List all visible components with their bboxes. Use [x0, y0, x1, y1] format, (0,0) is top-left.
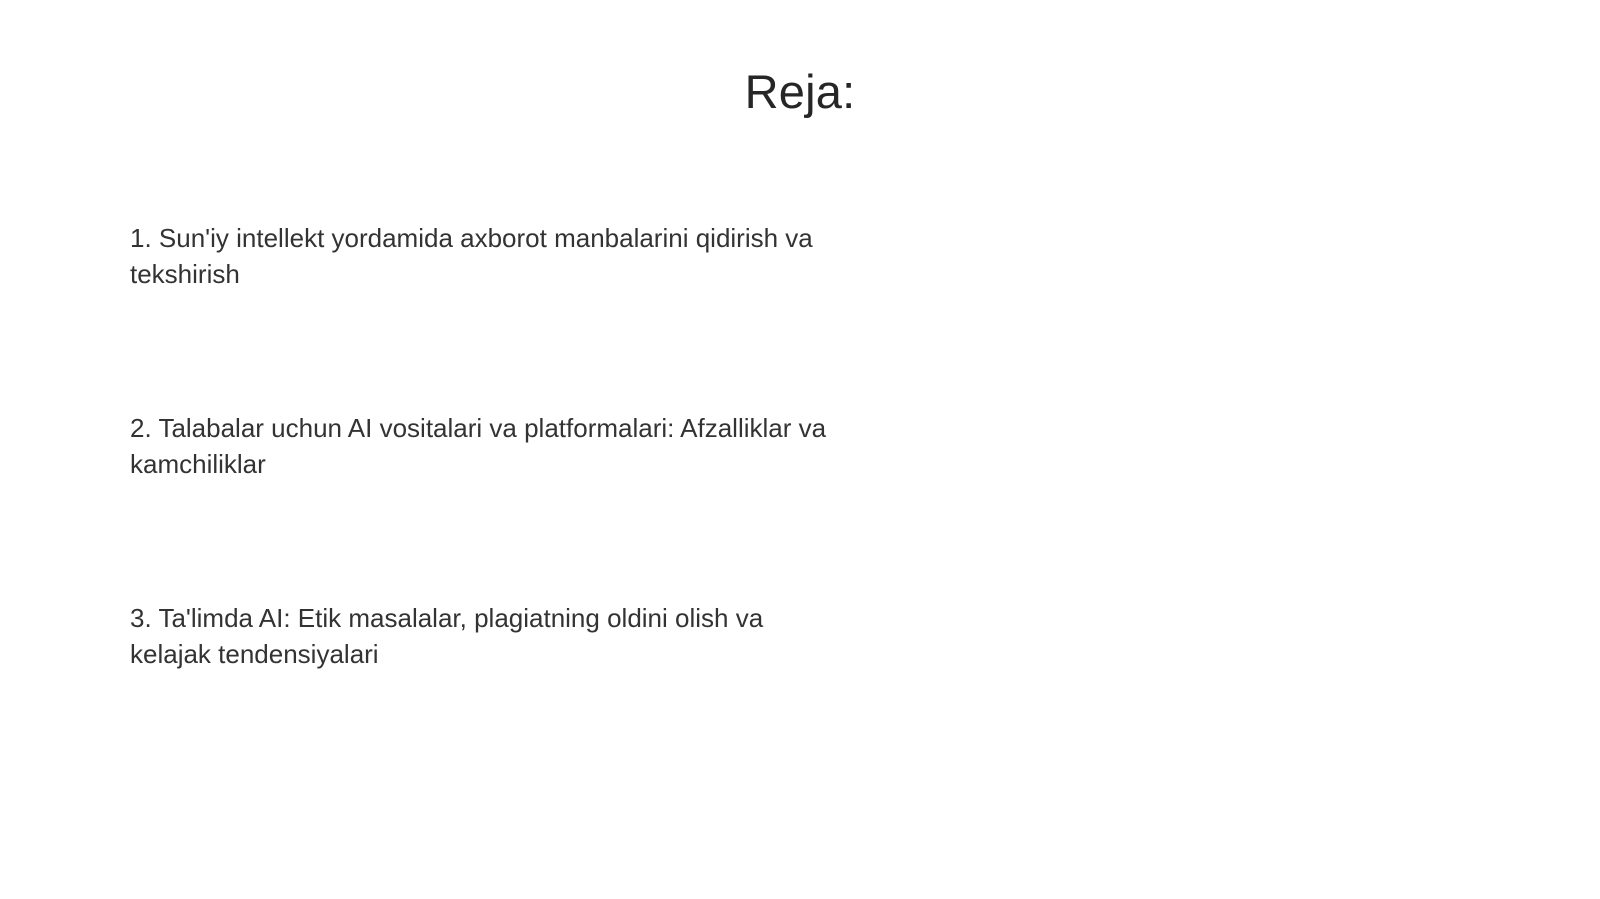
slide-title: Reja: [744, 65, 856, 118]
plan-item-2: 2. Talabalar uchun AI vositalari va platformalari: Afzalliklar va kamchiliklar [130, 413, 827, 479]
plan-item-1: 1. Sun'iy intellekt yordamida axborot manbalarini qidirish va tekshirish [130, 223, 813, 289]
plan-item-3: 3. Ta'limda AI: Etik masalalar, plagiatning oldini olish va kelajak tendensiyalari [130, 603, 764, 669]
